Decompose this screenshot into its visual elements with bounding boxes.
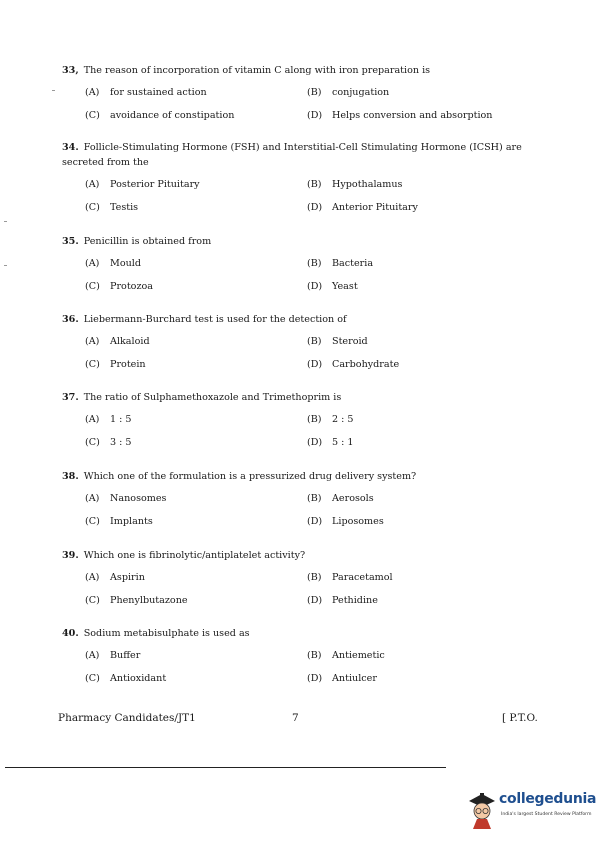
answer-option — [85, 514, 153, 529]
option-text: Paracetamol — [332, 572, 393, 583]
option-label: (B) — [307, 572, 322, 583]
answer-option — [307, 279, 358, 294]
answer-option — [307, 200, 418, 215]
answer-option — [85, 357, 146, 372]
option-text: conjugation — [332, 87, 390, 98]
option-text: Liposomes — [332, 516, 384, 527]
footer-pto: [ P.T.O. — [502, 712, 538, 724]
answer-option — [85, 435, 132, 450]
option-text: 5 : 1 — [332, 437, 354, 448]
option-grid — [85, 570, 545, 616]
option-label: (C) — [85, 595, 100, 606]
scan-mark — [4, 265, 7, 266]
answer-option — [307, 85, 389, 100]
question-text — [62, 312, 552, 327]
option-label: (B) — [307, 414, 322, 425]
option-text: Posterior Pituitary — [110, 179, 200, 190]
question-stem: Which one is fibrinolytic/antiplatelet activity? — [83, 550, 306, 561]
option-grid — [85, 256, 545, 302]
question-stem: Penicillin is obtained from — [83, 236, 212, 247]
option-label: (A) — [85, 414, 100, 425]
question-stem: Liebermann-Burchard test is used for the detection of — [83, 314, 347, 325]
option-label: (D) — [307, 516, 323, 527]
answer-option — [85, 412, 132, 427]
option-grid — [85, 334, 545, 380]
option-text: Pethidine — [332, 595, 378, 606]
footer-divider — [5, 767, 446, 768]
option-text: Antiemetic — [332, 650, 385, 661]
question-number: 39. — [62, 550, 79, 561]
option-text: Testis — [110, 202, 139, 213]
question-text — [62, 140, 552, 170]
logo-wordmark: collegedunia — [499, 791, 597, 807]
question-number: 37. — [62, 392, 79, 403]
question-number: 40. — [62, 628, 79, 639]
answer-option — [85, 177, 200, 192]
option-text: Carbohydrate — [332, 359, 400, 370]
option-label: (C) — [85, 281, 100, 292]
option-grid — [85, 412, 545, 458]
option-text: 1 : 5 — [110, 414, 132, 425]
option-label: (A) — [85, 87, 100, 98]
option-text: Mould — [110, 258, 141, 269]
question-text — [62, 469, 552, 484]
answer-option — [85, 85, 207, 100]
option-text: Yeast — [332, 281, 358, 292]
option-label: (D) — [307, 281, 323, 292]
graduate-mascot-icon — [465, 789, 499, 831]
question-number: 38. — [62, 471, 79, 482]
option-label: (A) — [85, 572, 100, 583]
question-40 — [62, 626, 552, 694]
question-35 — [62, 234, 552, 302]
option-text: Steroid — [332, 336, 368, 347]
answer-option — [85, 200, 138, 215]
logo-tagline: India's largest Student Review Platform — [501, 812, 592, 817]
option-grid — [85, 85, 545, 131]
answer-option — [307, 357, 399, 372]
option-text: Buffer — [110, 650, 141, 661]
answer-option — [85, 108, 234, 123]
answer-option — [307, 412, 354, 427]
option-text: Aerosols — [332, 493, 374, 504]
option-label: (D) — [307, 437, 323, 448]
answer-option — [307, 648, 385, 663]
option-text: Helps conversion and absorption — [332, 110, 493, 121]
option-label: (D) — [307, 202, 323, 213]
answer-option — [307, 177, 402, 192]
answer-option — [85, 593, 188, 608]
option-label: (C) — [85, 437, 100, 448]
option-label: (A) — [85, 336, 100, 347]
option-label: (A) — [85, 650, 100, 661]
question-stem: Follicle-Stimulating Hormone (FSH) and Interstitial-Cell Stimulating Hormone (ICSH) are secreted from the — [62, 142, 522, 168]
option-label: (A) — [85, 258, 100, 269]
option-text: 3 : 5 — [110, 437, 132, 448]
option-text: Nanosomes — [110, 493, 167, 504]
option-label: (B) — [307, 650, 322, 661]
answer-option — [85, 648, 140, 663]
option-text: Bacteria — [332, 258, 374, 269]
option-label: (A) — [85, 179, 100, 190]
option-grid — [85, 648, 545, 694]
option-text: Antioxidant — [110, 673, 167, 684]
question-39 — [62, 548, 552, 616]
scan-mark — [52, 90, 55, 91]
question-number: 35. — [62, 236, 79, 247]
question-34 — [62, 140, 552, 223]
question-stem: Sodium metabisulphate is used as — [83, 628, 250, 639]
option-label: (C) — [85, 110, 100, 121]
option-label: (B) — [307, 336, 322, 347]
option-label: (C) — [85, 516, 100, 527]
question-stem: The ratio of Sulphamethoxazole and Trimethoprim is — [83, 392, 342, 403]
option-text: Aspirin — [110, 572, 145, 583]
answer-option — [307, 256, 373, 271]
question-text — [62, 390, 552, 405]
option-text: Protozoa — [110, 281, 153, 292]
option-label: (B) — [307, 258, 322, 269]
collegedunia-logo — [465, 789, 605, 831]
answer-option — [307, 435, 354, 450]
question-number: 33, — [62, 65, 79, 76]
answer-option — [307, 334, 368, 349]
option-text: Protein — [110, 359, 146, 370]
option-label: (C) — [85, 673, 100, 684]
answer-option — [85, 256, 141, 271]
question-38 — [62, 469, 552, 537]
answer-option — [85, 491, 166, 506]
question-number: 36. — [62, 314, 79, 325]
option-label: (D) — [307, 359, 323, 370]
answer-option — [307, 570, 393, 585]
answer-option — [307, 593, 378, 608]
footer-candidate-code: Pharmacy Candidates/JT1 — [58, 712, 196, 724]
option-text: 2 : 5 — [332, 414, 354, 425]
option-text: Hypothalamus — [332, 179, 403, 190]
option-text: Antiulcer — [332, 673, 377, 684]
option-text: Alkaloid — [110, 336, 150, 347]
question-36 — [62, 312, 552, 380]
question-text — [62, 548, 552, 563]
option-grid — [85, 491, 545, 537]
answer-option — [85, 570, 145, 585]
answer-option — [307, 671, 377, 686]
option-label: (B) — [307, 493, 322, 504]
question-37 — [62, 390, 552, 458]
option-label: (D) — [307, 110, 323, 121]
scan-mark — [4, 221, 7, 222]
footer-page-number: 7 — [292, 712, 299, 724]
answer-option — [307, 514, 384, 529]
answer-option — [85, 671, 166, 686]
option-label: (C) — [85, 359, 100, 370]
answer-option — [85, 334, 150, 349]
question-33 — [62, 63, 552, 131]
question-text — [62, 63, 552, 78]
question-stem: Which one of the formulation is a pressurized drug delivery system? — [83, 471, 417, 482]
option-text: for sustained action — [110, 87, 207, 98]
question-stem: The reason of incorporation of vitamin C along with iron preparation is — [83, 65, 431, 76]
option-label: (B) — [307, 179, 322, 190]
question-text — [62, 626, 552, 641]
answer-option — [307, 491, 374, 506]
option-text: Phenylbutazone — [110, 595, 188, 606]
option-text: Implants — [110, 516, 153, 527]
option-text: avoidance of constipation — [110, 110, 235, 121]
question-number: 34. — [62, 142, 79, 153]
option-label: (D) — [307, 595, 323, 606]
answer-option — [307, 108, 493, 123]
option-text: Anterior Pituitary — [332, 202, 418, 213]
option-label: (D) — [307, 673, 323, 684]
answer-option — [85, 279, 153, 294]
option-label: (C) — [85, 202, 100, 213]
option-grid — [85, 177, 545, 223]
option-label: (A) — [85, 493, 100, 504]
option-label: (B) — [307, 87, 322, 98]
question-text — [62, 234, 552, 249]
